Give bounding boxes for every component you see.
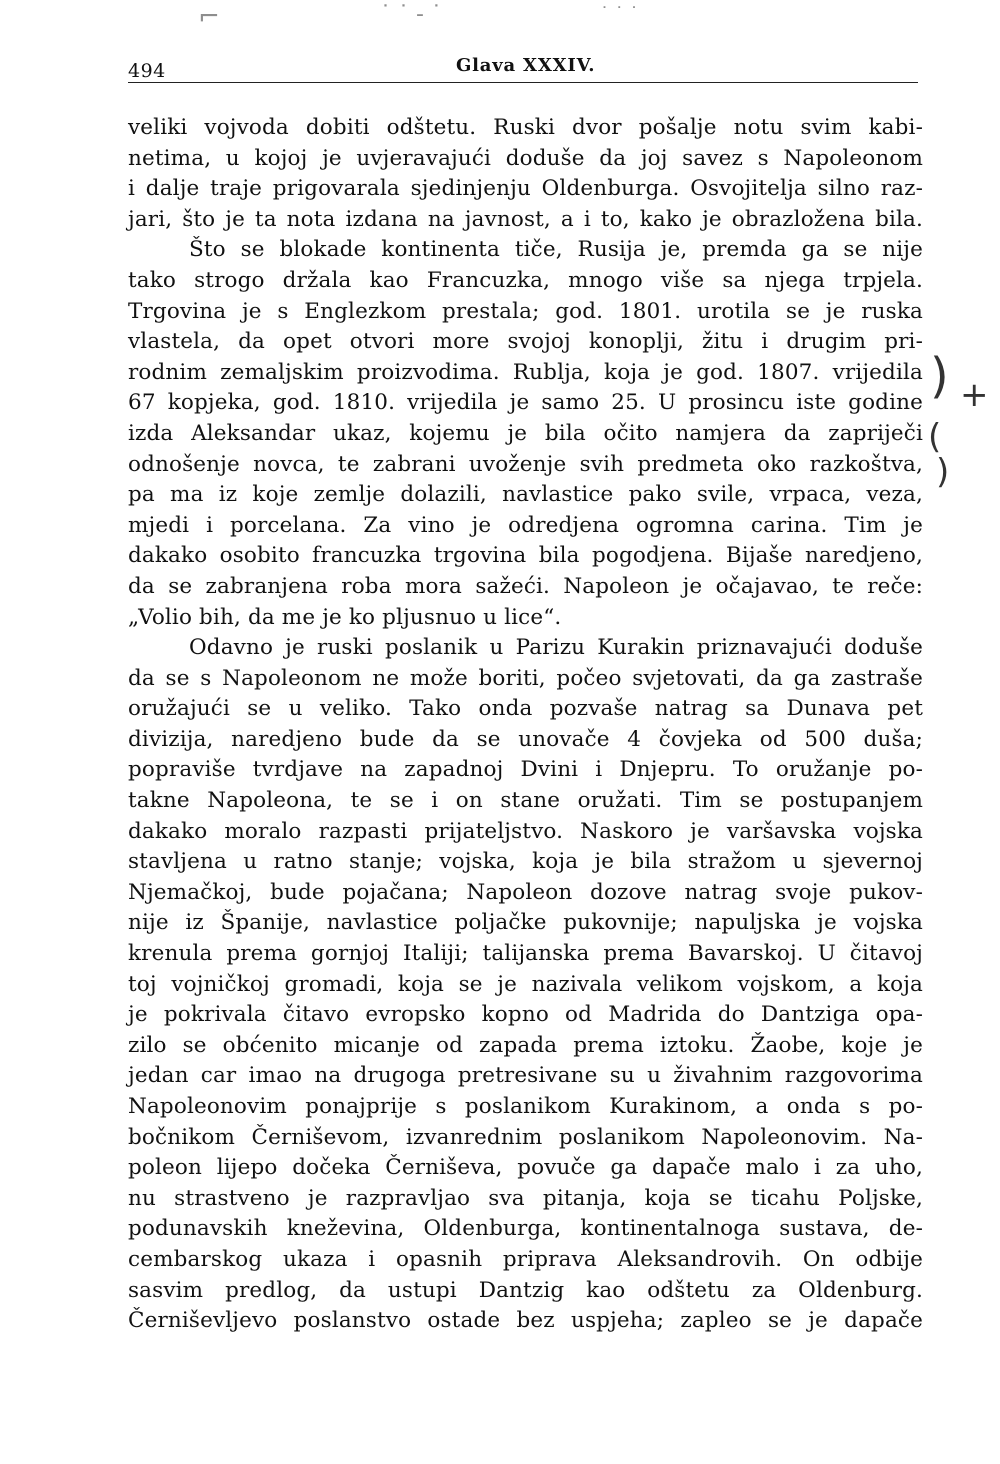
text-line: Trgovina je s Englezkom prestala; god. 1801. urotila se je ruska <box>128 298 923 324</box>
text-line: sasvim predlog, da ustupi Dantzig kao odštetu za Oldenburg. <box>128 1277 923 1303</box>
text-line: cembarskog ukaza i opasnih priprava Aleksandrovih. On odbije <box>128 1246 923 1272</box>
text-line: jari, što je ta nota izdana na javnost, a i to, kako je obrazložena bila. <box>128 206 923 232</box>
text-line: jedan car imao na drugoga pretresivane su u živahnim razgovorima <box>128 1063 923 1089</box>
text-line: divizija, naredjeno bude da se unovače 4 čovjeka od 500 duša; <box>128 726 923 752</box>
pencil-scribble-top-left: ⌐ <box>198 2 220 32</box>
text-line: mjedi i porcelana. Za vino je odredjena ogromna carina. Tim je <box>128 512 923 538</box>
text-line: i dalje traje prigovarala sjedinjenju Oldenburga. Osvojitelja silno raz- <box>128 176 923 202</box>
pencil-scribble-top-right: ˙ ˙ ˙ <box>600 4 639 25</box>
text-line: „Volio bih, da me je ko pljusnuo u lice“. <box>128 604 562 630</box>
text-line: krenula prema gornjoj Italiji; talijanska prema Bavarskoj. U čitavoj <box>128 941 923 967</box>
text-line: zilo se obćenito micanje od zapada prema iztoku. Žaobe, koje je <box>128 1032 923 1058</box>
text-line: Njemačkoj, bude pojačana; Napoleon dozove natrag svoje pukov- <box>128 879 923 905</box>
text-line: toj vojničkoj gromadi, koja se je nazivala velikom vojskom, a koja <box>128 971 923 997</box>
text-line: da se zabranjena roba mora sažeći. Napoleon je očajavao, te reče: <box>128 573 923 599</box>
text-line: dakako moralo razpasti prijateljstvo. Naskoro je varšavska vojska <box>128 818 923 844</box>
text-line: nu strastveno je razpravljao sva pitanja, koja se ticahu Poljske, <box>128 1185 923 1211</box>
text-line: odnošenje novca, te zabrani uvoženje svih predmeta oko razkoštva, <box>128 451 923 477</box>
pencil-scribble-top: ˙ ˙ ‐ ˙ <box>380 2 442 27</box>
text-line: podunavskih kneževina, Oldenburga, kontinentalnoga sustava, de- <box>128 1216 923 1242</box>
text-line: Odavno je ruski poslanik u Parizu Kurakin priznavajući doduše <box>189 635 923 661</box>
text-line: Što se blokade kontinenta tiče, Rusija je, premda ga se nije <box>189 237 923 263</box>
text-line: tako strogo držala kao Francuzka, mnogo više sa njega trpjela. <box>128 267 923 293</box>
text-line: dakako osobito francuzka trgovina bila pogodjena. Bijaše naredjeno, <box>128 543 923 569</box>
text-line: nije iz Španije, navlastice poljačke pukovnije; napuljska je vojska <box>128 910 923 936</box>
margin-cross-mark: + <box>960 375 989 415</box>
text-line: netima, u kojoj je uvjeravajući doduše da joj savez s Napoleonom <box>128 145 923 171</box>
text-line: Černiševljevo poslanstvo ostade bez uspjeha; zapleo se je dapače <box>128 1308 923 1334</box>
text-line: veliki vojvoda dobiti odštetu. Ruski dvor pošalje notu svim kabi- <box>128 115 923 140</box>
text-line: pa ma iz koje zemlje dolazili, navlastice pako svile, vrpaca, veza, <box>128 482 923 508</box>
text-line: Napoleonovim ponajprije s poslanikom Kurakinom, a onda s po- <box>128 1094 923 1119</box>
text-line: popraviše tvrdjave na zapadnoj Dvini i Dnjepru. To oružanje po- <box>128 757 923 783</box>
text-line: oružajući se u veliko. Tako onda pozvaše natrag sa Dunava pet <box>128 696 923 722</box>
text-line: rodnim zemaljskim proizvodima. Rublja, koja je god. 1807. vrijedila <box>128 359 923 385</box>
chapter-title: Glava XXXIV. <box>456 55 596 76</box>
text-line: 67 kopjeka, god. 1810. vrijedila je samo 25. U prosincu iste godine <box>128 390 923 416</box>
body-text <box>128 113 923 1337</box>
text-line: poleon lijepo dočeka Černiševa, povuče ga dapače malo i za uho, <box>128 1155 923 1181</box>
running-head <box>128 48 918 83</box>
margin-bracket-mark: ) <box>930 348 949 404</box>
text-line: izda Aleksandar ukaz, kojemu je bila očito namjera da zapriječi <box>128 420 923 446</box>
page-number: 494 <box>128 60 166 82</box>
text-line: takne Napoleona, te se i on stane oružati. Tim se postupanjem <box>128 788 923 814</box>
margin-bracket-mark: ( <box>928 417 942 457</box>
text-line: vlastela, da opet otvori more svojoj konoplji, žitu i drugim pri- <box>128 329 923 355</box>
text-line: stavljena u ratno stanje; vojska, koja je bila stražom u sjevernoj <box>128 849 923 875</box>
text-line: da se s Napoleonom ne može boriti, počeo svjetovati, da ga zastraše <box>128 665 923 691</box>
margin-bracket-mark: ) <box>936 452 950 492</box>
text-line: bočnikom Černiševom, izvanrednim poslanikom Napoleonovim. Na- <box>128 1124 923 1150</box>
text-line: je pokrivala čitavo evropsko kopno od Madrida do Dantziga opa- <box>128 1002 923 1028</box>
